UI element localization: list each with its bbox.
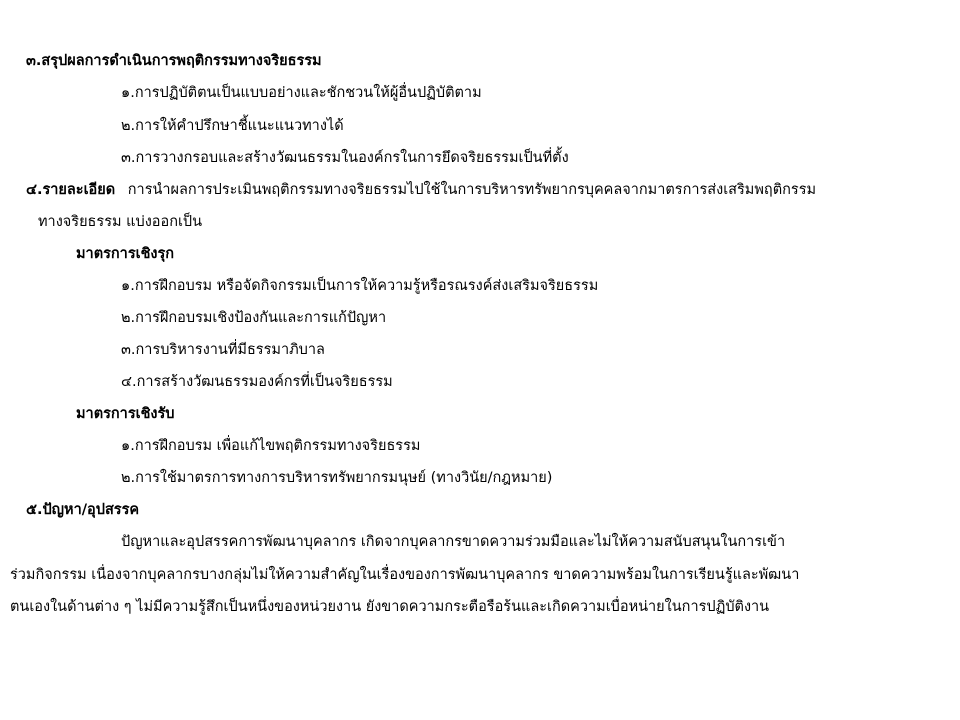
section3-item-3: ๓.การวางกรอบและสร้างวัฒนธรรมในองค์กรในการยึดจริยธรรมเป็นที่ตั้ง (121, 150, 569, 166)
proactive-item-4: ๔.การสร้างวัฒนธรรมองค์กรที่เป็นจริยธรรม (121, 374, 393, 390)
section3-item-2: ๒.การให้คำปรึกษาชี้แนะแนวทางได้ (121, 118, 344, 134)
section4-heading: ๔.รายละเอียด (26, 182, 116, 198)
section5-paragraph-line-3: ตนเองในด้านต่าง ๆ ไม่มีความรู้สึกเป็นหนึ่งของหน่วยงาน ยังขาดความกระตือรือร้นและเกิดความเบื่อหน่ายในการปฏิบัติงาน (10, 599, 770, 615)
section5-paragraph-line-1: ปัญหาและอุปสรรคการพัฒนาบุคลากร เกิดจากบุคลากรขาดความร่วมมือและไม่ให้ความสนับสนุนในการเข้า (121, 534, 786, 550)
section3-heading: ๓.สรุปผลการดำเนินการพฤติกรรมทางจริยธรรม (26, 53, 322, 69)
reactive-item-1: ๑.การฝึกอบรม เพื่อแก้ไขพฤติกรรมทางจริยธรรม (121, 438, 421, 454)
section4-intro-text: การนำผลการประเมินพฤติกรรมทางจริยธรรมไปใช้ในการบริหารทรัพยากรบุคคลจากมาตรการส่งเสริมพฤติกรรม (127, 182, 817, 198)
section4-intro-continued: ทางจริยธรรม แบ่งออกเป็น (38, 214, 203, 230)
section3-item-1: ๑.การปฏิบัติตนเป็นแบบอย่างและชักชวนให้ผู้อื่นปฏิบัติตาม (121, 85, 482, 101)
proactive-measures-title: มาตรการเชิงรุก (76, 246, 175, 262)
section5-paragraph-line-2: ร่วมกิจกรรม เนื่องจากบุคลากรบางกลุ่มไม่ให้ความสำคัญในเรื่องของการพัฒนาบุคลากร ขาดความพร้อมในการเรียนรู้และพัฒนา (10, 567, 800, 583)
reactive-measures-title: มาตรการเชิงรับ (76, 406, 175, 422)
proactive-item-2: ๒.การฝึกอบรมเชิงป้องกันและการแก้ปัญหา (121, 310, 387, 326)
section4-intro (26, 180, 816, 200)
proactive-item-3: ๓.การบริหารงานที่มีธรรมาภิบาล (121, 342, 325, 358)
reactive-item-2: ๒.การใช้มาตรการทางการบริหารทรัพยากรมนุษย์ (ทางวินัย/กฎหมาย) (121, 470, 553, 486)
proactive-item-1: ๑.การฝึกอบรม หรือจัดกิจกรรมเป็นการให้ความรู้หรือรณรงค์ส่งเสริมจริยธรรม (121, 278, 599, 294)
section5-heading: ๕.ปัญหา/อุปสรรค (26, 502, 140, 518)
